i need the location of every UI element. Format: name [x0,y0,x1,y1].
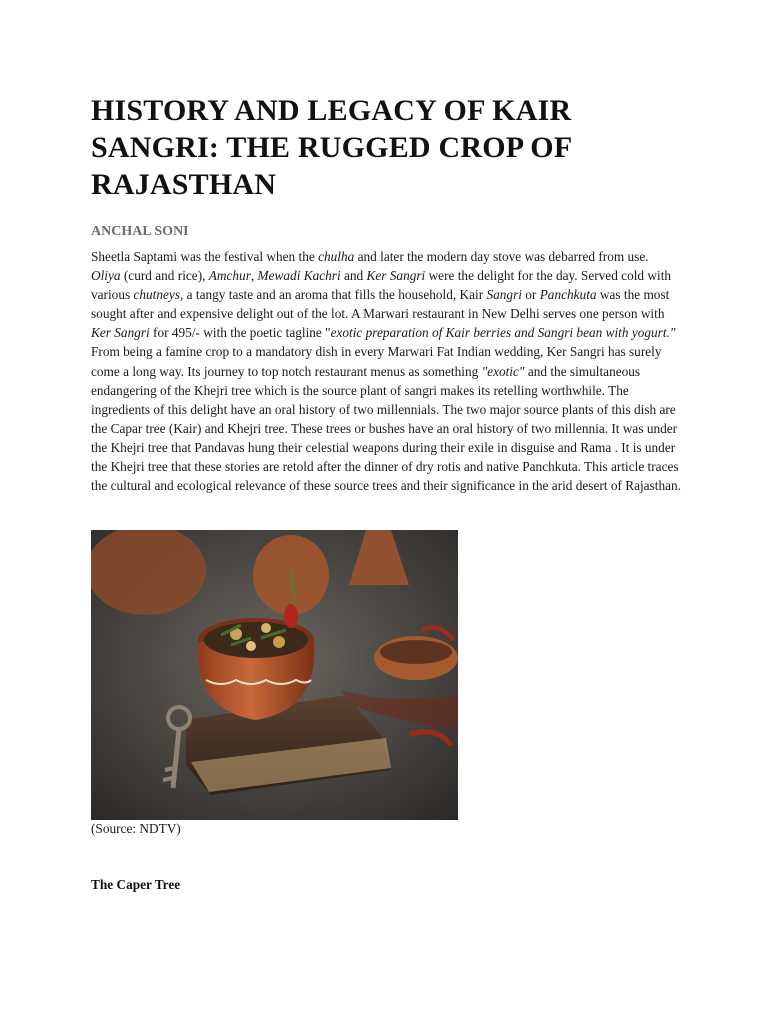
author-name: ANCHAL SONI [91,224,189,239]
text-run: or [521,287,540,303]
italic-term: exotic preparation of Kair berries and Sangri bean with yogurt." [330,325,676,341]
image-caption: (Source: NDTV) [91,821,181,836]
italic-term: chulha [318,249,355,264]
text-run: From being a famine crop to a mandatory dish in every Marwari Fat Indian wedding, Ker Sangri has surely come a long way. Its journey to top notch restaurant menus as something [91,344,662,379]
italic-term: Panchkuta [539,287,597,303]
italic-term: Ker Sangri [91,325,150,341]
text-run: were the delight for the day. Served cold with various [91,268,672,303]
text-run: and the simultaneous endangering of the Khejri tree which is the source plant of sangri makes its retelling worthwhile. The ingredients of this delight have an oral history of two millennials. The two major source plants of this dish are the Capar tree (Kair) and Khejri tree. These trees or bushes have an oral history of two millennia. It was under the Khejri tree that Pandavas hung their celestial weapons during their exile in disguise and Rama . It is under the Khejri tree that these stories are retold after the dinner of dry rotis and native Panchkuta. This article traces the cultural and ecological relevance of these source trees and their significance in the arid desert of Rajasthan. [91,363,681,494]
italic-term: Sangri [486,287,522,303]
text-run: Sheetla Saptami was the festival when the [91,249,319,264]
text-run: for 495/- with the poetic tagline " [149,325,331,341]
text-run: (curd and rice), [120,268,209,284]
italic-term: chutneys, [133,287,184,303]
text-run: a tangy taste and an aroma that fills the household, Kair [183,287,487,303]
kair-sangri-photo [91,530,458,820]
text-run: was the most sought after and expensive delight out of the lot. A Marwari restaurant in New Delhi serves one person with [91,287,670,322]
italic-term: Mewadi Kachri [257,268,341,284]
section-heading: The Caper Tree [91,877,181,892]
italic-term: Ker Sangri [366,268,426,284]
italic-term: Amchur [208,268,251,284]
italic-term: Oliya [91,268,121,284]
italic-term: "exotic" [481,363,525,379]
text-run: and later the modern day stove was debarred from use. [354,249,649,264]
article-body [91,247,681,495]
text-run: , [250,268,258,284]
article-title: HISTORY AND LEGACY OF KAIR SANGRI: THE RUGGED CROP OF RAJASTHAN [91,94,572,201]
text-run: and [340,268,367,284]
